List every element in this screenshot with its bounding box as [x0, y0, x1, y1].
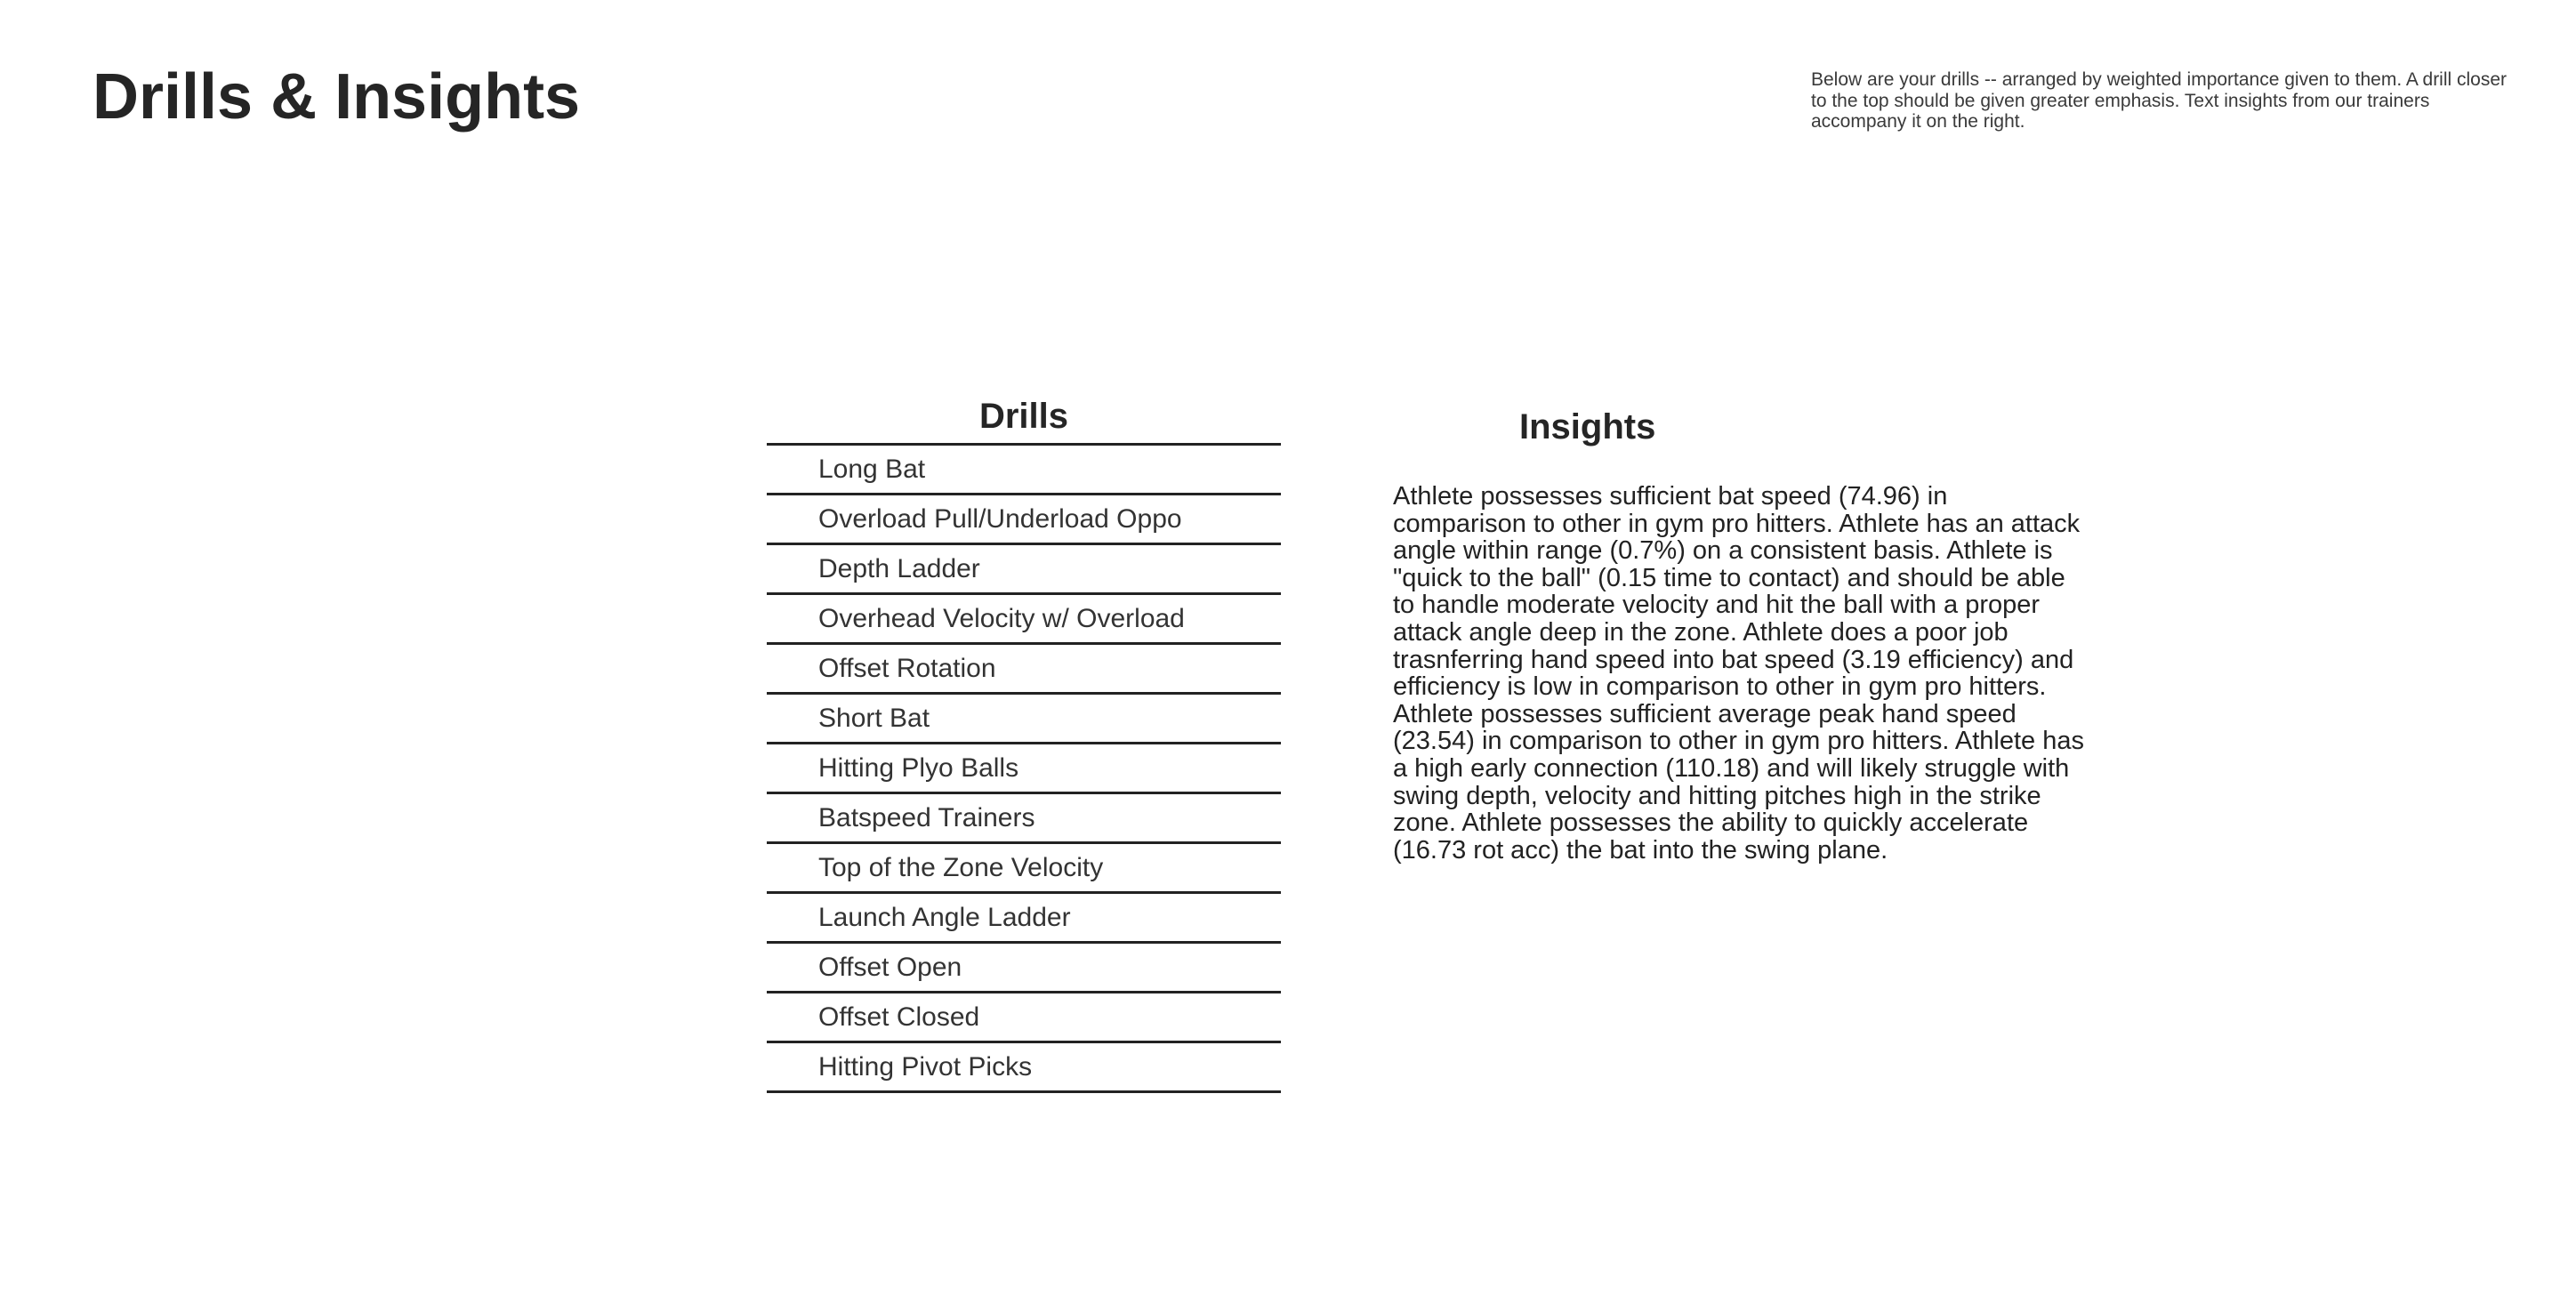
intro-text: Below are your drills -- arranged by weighted importance given to them. A drill closer to the top should be given greater emphasis. Text insights from our trainers accompany it on the right. — [1811, 69, 2508, 133]
drill-item: Top of the Zone Velocity — [767, 844, 1281, 894]
drill-item: Hitting Plyo Balls — [767, 744, 1281, 794]
drill-item: Overhead Velocity w/ Overload — [767, 595, 1281, 645]
drill-item: Offset Rotation — [767, 645, 1281, 695]
drill-item: Launch Angle Ladder — [767, 894, 1281, 944]
page-title: Drills & Insights — [93, 61, 581, 133]
insights-text: Athlete possesses sufficient bat speed (74.96) in comparison to other in gym pro hitters. Athlete has an attack angle within range (0.7%) on a consistent basis. Athlete is "quick to the ball" (0.15 time to contact) and should be able to handle moderate velocity and hit the ball with a proper attack angle deep in the zone. Athlete does a poor job trasnferring hand speed into bat speed (3.19 efficiency) and efficiency is low in comparison to other in gym pro hitters. Athlete possesses sufficient average peak hand speed (23.54) in comparison to other in gym pro hitters. Athlete has a high early connection (110.18) and will likely struggle with swing depth, velocity and hitting pitches high in the strike zone. Athlete possesses the ability to quickly accelerate (16.73 rot acc) the bat into the swing plane. — [1393, 482, 2084, 865]
drill-item: Depth Ladder — [767, 545, 1281, 595]
drills-section — [767, 393, 1281, 1093]
drill-item: Offset Closed — [767, 993, 1281, 1043]
drill-item: Long Bat — [767, 446, 1281, 495]
drills-heading: Drills — [978, 397, 1069, 436]
drill-item: Hitting Pivot Picks — [767, 1043, 1281, 1093]
drill-item: Batspeed Trainers — [767, 794, 1281, 844]
drill-list — [767, 443, 1281, 1093]
insights-heading: Insights — [1519, 407, 1656, 446]
drill-item: Short Bat — [767, 695, 1281, 744]
drill-item: Offset Open — [767, 944, 1281, 993]
drill-item: Overload Pull/Underload Oppo — [767, 495, 1281, 545]
